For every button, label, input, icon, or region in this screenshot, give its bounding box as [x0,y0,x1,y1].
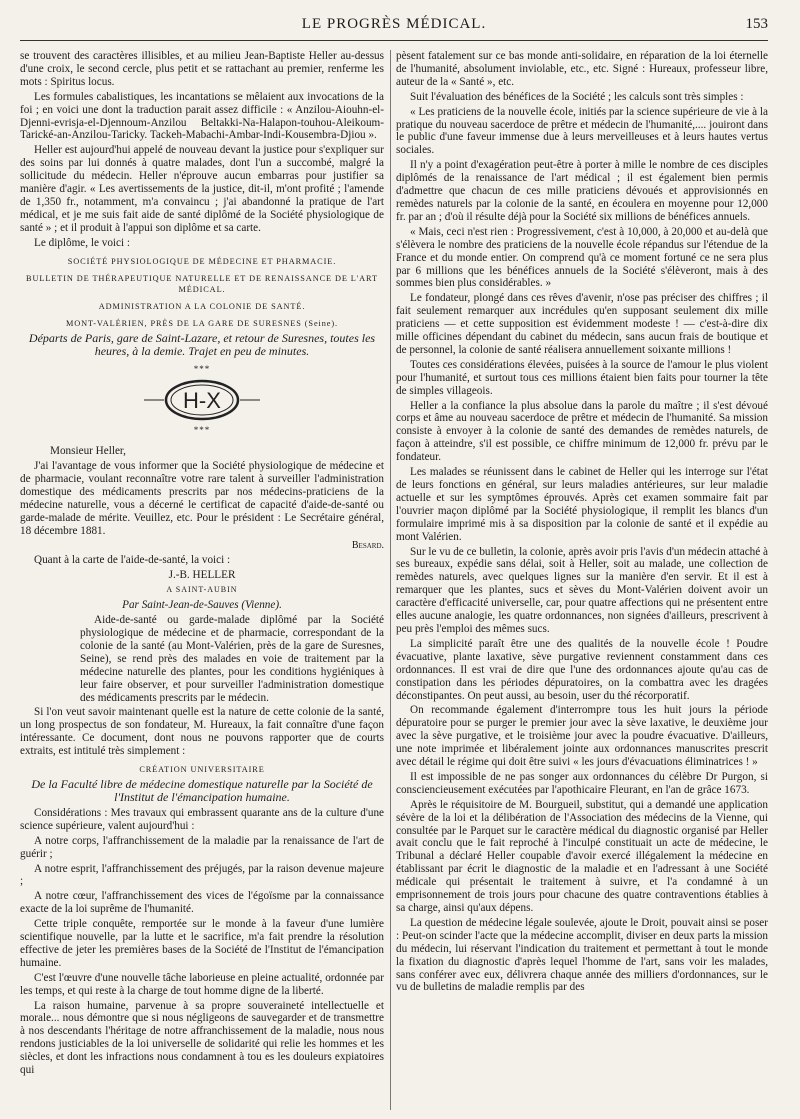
card-name: J.-B. HELLER [168,569,236,582]
column-divider [390,50,391,1110]
administration-heading: ADMINISTRATION A LA COLONIE DE SANTÉ. [98,301,306,311]
paragraph: Sur le vu de ce bulletin, la colonie, après avoir pris l'avis d'un médecin attaché à ses bureaux, expédie sans délai, soit à Heller, soit au malade, une collection de remèdes naturels, avec quelques lignes sur la manière d'en servir. Et il est à remarquer que les plantes, sucs et sèves du Mont-Valérien doivent avoir un caractère d'efficacité universelle, car, pour quatre affections qui ne présentent entre elles aucune analogie, les quatre ordonnances, non signées d'ailleurs, prescrivent à peu près l'emploi des mêmes sucs. [396,545,768,635]
page-header [20,14,768,41]
bulletin-heading: BULLETIN DE THÉRAPEUTIQUE NATURELLE ET DE RENAISSANCE DE L'ART MÉDICAL. [26,273,378,294]
society-logo [20,363,384,437]
paragraph: Heller a la confiance la plus absolue dans la parole du maître ; il s'est dévoué corps et âme au nouveau sacerdoce de prêtre et médecin de l'humanité. Sa mission consiste à envoyer à la colonie de santé des demandes de remèdes naturels, de façon à atteindre, s'il est possible, ce chiffre minimum de 12,000 fr. prévu par le fondateur. [396,399,768,464]
paragraph: Suit l'évaluation des bénéfices de la Société ; les calculs sont très simples : [410,90,744,103]
paragraph: Le fondateur, plongé dans ces rêves d'avenir, n'ose pas préciser des chiffres ; il fait seulement remarquer aux incrédules qu'en supposant seulement dix mille praticiens — et cette supposition est évidemment modeste ! — c'est-à-dire dix mille officines dépendant du cabinet du médecin, sans aucun frais de boutique et de personnel, la colonie de santé réalisera annuellement soixante millions ! [396,292,768,356]
paragraph: Après le réquisitoire de M. Bourgueil, substitut, qui a demandé une application sévère de la loi et la délibération de l'Association des médecins de la Vienne, qui consultée par le Parquet sur le caractère médical du diagnostic organisé par Heller avait conclu que le fait reproché à l'inculpé constituait un acte de médecine, le Tribunal a déclaré Heller coupable d'avoir exercé illégalement la médecine en établissant par écrit le diagnostic de la maladie et en l'adressant à une Société médicale qui présentait le traitement à suivre, et l'a condamné à un emprisonnement de trois jours pour chacune des quatre contraventions établies à sa charge, ainsi qu'aux dépens. [396,798,768,914]
paragraph: A notre corps, l'affranchissement de la maladie par la renaissance de l'art de guérir ; [20,834,384,860]
address-heading: MONT-VALÉRIEN, PRÈS DE LA GARE DE SURESNES (Seine). [66,318,338,328]
paragraph: « Mais, ceci n'est rien : Progressivement, c'est à 10,000, à 20,000 et au-delà que s'élèvera le nombre des praticiens de la nouvelle école répandus sur l'étendue de la France et du monde entier. On comprend qu'à ce moment fortuné ce ne sera plus par 6 millions que les bénéfices annuels de la Société s'élèveront, mais à des sommes bien plus considérables. » [396,225,768,290]
paragraph: Toutes ces considérations élevées, puisées à la source de l'amour le plus violent pour l'humanité, et surtout tous ces millions étaient bien faits pour tourner la tête de simples villageois. [396,358,768,397]
right-column [396,50,768,1115]
paragraph: Il est impossible de ne pas songer aux ordonnances du célèbre Dr Purgon, si consciencieusement exécutées par l'apothicaire Fleurant, en l'an de grâce 1673. [396,770,768,796]
card-body: Aide-de-santé ou garde-malade diplômé par la Société physiologique de médecine et de pharmacie, correspondant de la colonie de la santé (au Mont-Valérien, près de la gare de Suresnes, Seine), se rend près des malades en voie de traitement par la médecine naturelle des plantes, pour les conditions hygiéniques à leur faire observer, et pour surveiller l'administration domestique des médicaments prescrits par le médecin. [80,614,384,704]
paragraph: A notre cœur, l'affranchissement des vices de l'égoïsme par la connaissance exacte de la loi suprême de l'humanité. [20,890,384,916]
left-column [20,50,384,1115]
paragraph: A notre esprit, l'affranchissement des préjugés, par la raison devenue majeure ; [20,862,384,888]
paragraph: La raison humaine, parvenue à sa propre souveraineté intellectuelle et morale... nous démontre que si nous négligeons de sauvegarder et de transmettre à nos descendants l'héritage de notre affranchissement de la maladie, nous nous rendons justiciables de la loi universelle de solidarité qui relie les hommes et les siècles, et dont les infractions nous condamnent à tou es les douleurs expiatoires qui [20,999,384,1077]
paragraph: Heller est aujourd'hui appelé de nouveau devant la justice pour s'expliquer sur des soins par lui donnés à quatre malades, dont l'un a succombé, malgré la sollicitude du médecin. Heller n'éprouve aucun embarras pour justifier sa manière d'agir. « Les avertissements de la justice, dit-il, m'ont profité ; l'amende de 1,350 fr., notamment, m'a convaincu ; j'ai abandonné la pratique de l'art médical, et je me suis fait aide de santé diplômé de la Société physiologique de santé » ; et il produit à l'appui son diplôme et sa carte. [20,144,384,234]
paragraph: C'est l'œuvre d'une nouvelle tâche laborieuse en pleine actualité, ordonnée par les temps, et qui reste à la charge de tout homme digne de la liberté. [20,971,384,997]
paragraph: pèsent fatalement sur ce bas monde anti-solidaire, en réparation de la loi éternelle de l'humanité, absolument inviolable, etc., etc. Signé : Hureaux, professeur libre, auteur de la « Santé », etc. [396,50,768,88]
card-town: Par Saint-Jean-de-Sauves (Vienne). [122,599,282,612]
paragraph: Le diplôme, le voici : [34,236,131,249]
hx-emblem-icon [142,378,262,422]
paragraph: se trouvent des caractères illisibles, et au milieu Jean-Baptiste Heller au-dessus d'une croix, le second cercle, plus petit et se rattachant au premier, renferme les mots : Spiritus locus. [20,50,384,88]
paragraph: Quant à la carte de l'aide-de-santé, la voici : [34,554,231,567]
letter-signer: Besard. [351,539,384,551]
paragraph: Les malades se réunissent dans le cabinet de Heller qui les interroge sur l'état de leurs fonctions en général, sur leurs maladies antérieures, sur leur maladie actuelle et sur les symptômes éprouvés. Après cet examen sommaire fait par l'ouvrier maçon diplômé par la Société physiologique, il remplit les blancs d'un formulaire imprimé mis à sa disposition par la colonie de santé et il expédie au mont Valérien. [396,466,768,543]
journal-title: LE PROGRÈS MÉDICAL. [301,16,487,32]
faculte-heading: De la Faculté libre de médecine domestique naturelle par la Société de l'Institut de l'émancipation humaine. [31,777,373,804]
paragraph: La simplicité paraît être une des qualités de la nouvelle école ! Poudre évacuative, plante laxative, sève purgative reviennent constamment dans ces ordonnances. Il est vrai de dire que l'une des ordonnances ajoute qu'au cas de constipation dans les périodes dépuratoires, on la combattra avec les dragées déconstipantes. On peut aussi, au besoin, user du thé récorporatif. [396,637,768,702]
card-place: A SAINT-AUBIN [166,585,238,595]
creation-heading: CRÉATION UNIVERSITAIRE [139,765,265,775]
society-heading: SOCIÉTÉ PHYSIOLOGIQUE DE MÉDECINE ET PHARMACIE. [67,256,337,266]
paragraph: La question de médecine légale soulevée, ajoute le Droit, pouvait ainsi se poser : Peut-on scinder l'acte que la médecine accomplit, diviser en deux parts la mission du médecin, lui réservant l'indication du traitement et permettant à tout le monde la fixation du diagnostic d'après lequel l'homme de l'art, sans voir les malades, sans conférer avec eux, délivrera chaque année des milliers d'ordonnances, sur le vu de bulletins de maladie remplis par des [396,916,768,994]
stars-ornament: *** [193,425,211,436]
paragraph: Il n'y a point d'exagération peut-être à porter à mille le nombre de ces disciples diplômés de la renaissance de l'art médical ; il est également bien permis d'admettre que chacun de ces mille praticiens dévoués et approvisionnés en remèdes naturels par la colonie de la santé, en écoulera en moyenne pour 12,000 fr. par an ; d'où il résulte déjà pour la Société six millions de bénéfices annuels. [396,159,768,223]
salutation: Monsieur Heller, [50,445,126,458]
stars-ornament: *** [193,364,211,375]
paragraph: Les formules cabalistiques, les incantations se mêlaient aux invocations de la foi ; en voici une dont la traduction parait assez difficile : « Anzilou-Aiouhn-el-Djenni-evrisja-el-Djennoum-Anzilou Beltakki-Na-Halapon-touhou-Aleikoum-Tarické-an-Anzilou-Taricky. Tackeh-Mabachi-Ambar-Indi-Kousembra-Djiou ». [20,90,384,142]
page-number: 153 [745,16,768,32]
letter-body: J'ai l'avantage de vous informer que la Société physiologique de médecine et de pharmacie, voulant reconnaître votre rare talent à surveiller l'administration domestique des médicaments prescrits par nos médecins-praticiens de la médecine naturelle, vous a décerné le certificat de capacité d'aide-de-santé ou garde-malade de mérite. Veuillez, etc. Pour le président : Le Secrétaire général, 18 décembre 1881. [20,460,384,537]
paragraph: On recommande également d'interrompre tous les huit jours la période dépuratoire pour se purger le premier jour avec la sève laxative, le deuxième jour avec la sève purgative, et le troisième jour avec la poudre évacuative. D'ailleurs, une note imprimée et libéralement jointe aux ordonnances manuscrites prescrit avec détail le régime qui doit être suivi « les jours d'évacuations éliminatrices ! » [396,704,768,769]
paragraph: Cette triple conquête, remportée sur le monde à la faveur d'une lumière scientifique nouvelle, par la lutte et le sacrifice, m'a fait prendre la résolution effective de jeter les premières bases de la Société de l'Institut de l'émancipation humaine. [20,918,384,969]
paragraph: Considérations : Mes travaux qui embrassent quarante ans de la culture d'une science supérieure, valent aujourd'hui : [20,806,384,832]
departures-note: Départs de Paris, gare de Saint-Lazare, et retour de Suresnes, toutes les heures, à la demie. Trajet en peu de minutes. [28,330,376,358]
paragraph: « Les praticiens de la nouvelle école, initiés par la science supérieure de vie à la pratique du nouveau sacerdoce de prêtre et médecin de l'humanité,.... jouiront dans le public d'une faveur immense due à leurs merveilleuses et à leurs hautes vertus sociales. [396,105,768,157]
paragraph: Si l'on veut savoir maintenant quelle est la nature de cette colonie de la santé, un long prospectus de son fondateur, M. Hureaux, la fait connaître d'une façon intéressante. Ce document, dont nous ne pouvons rapporter que de courts extraits, est intitulé très simplement : [20,706,384,758]
logo-text: H-X [183,388,221,414]
